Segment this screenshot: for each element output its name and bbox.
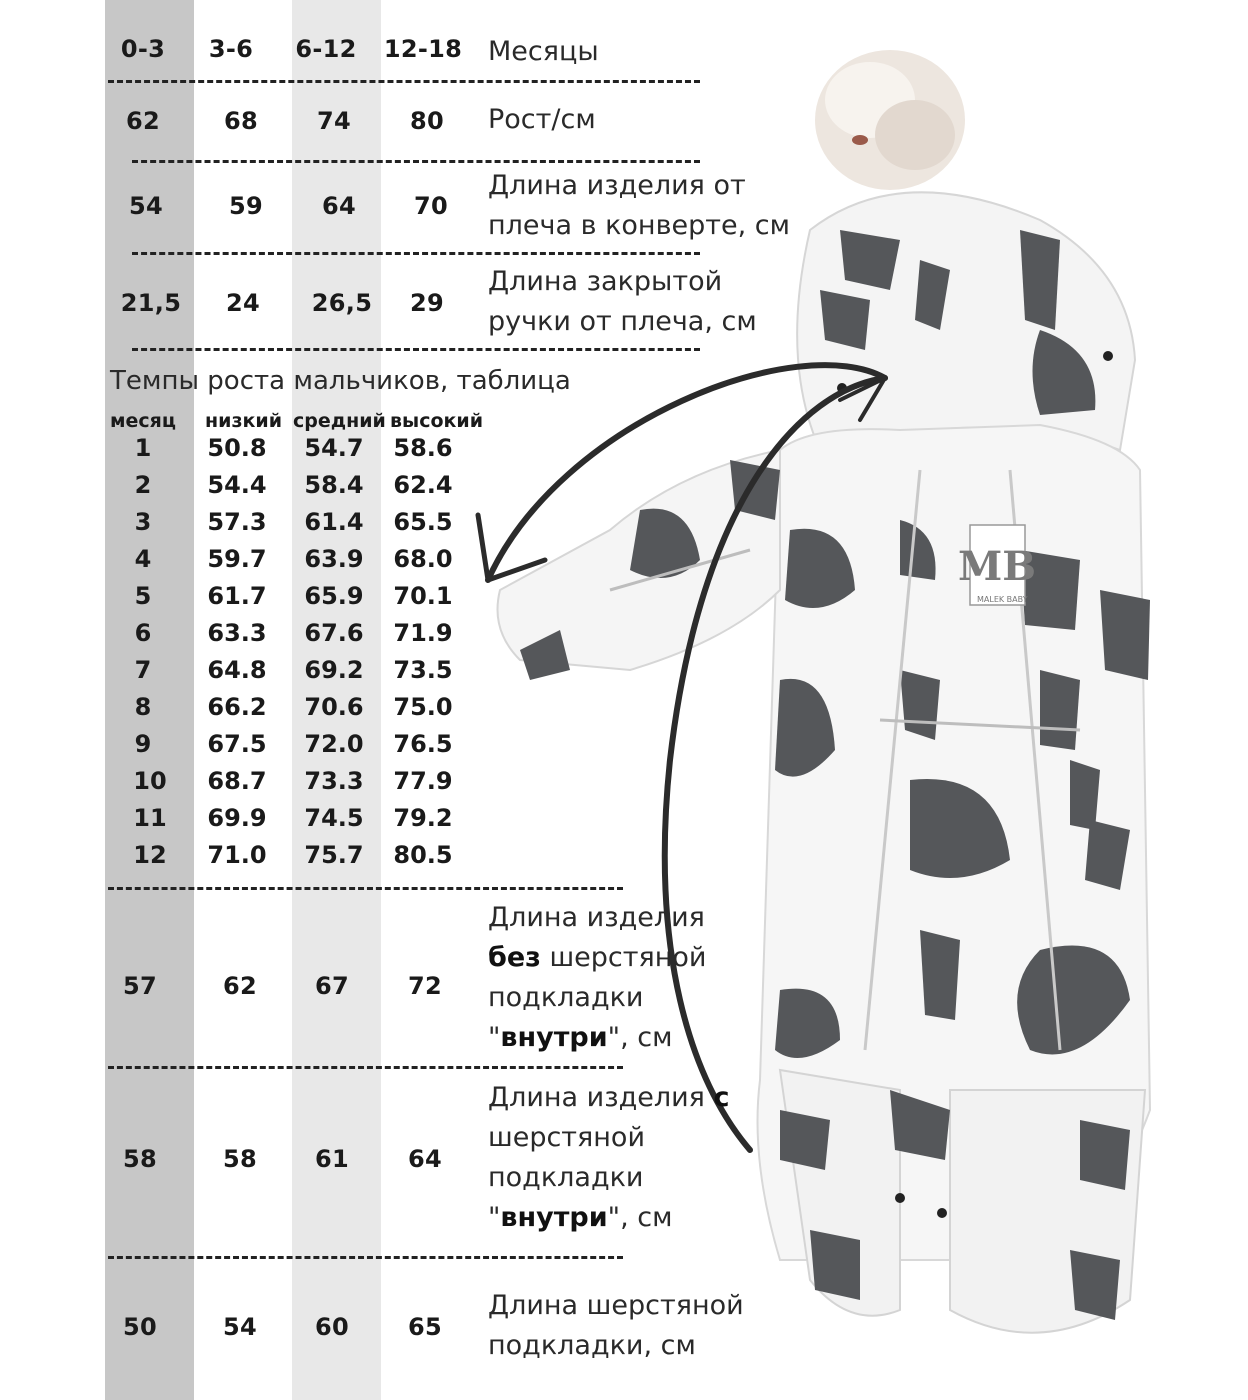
with-lining-label-line3: подкладки: [488, 1162, 644, 1193]
growth-cell: 63.3: [207, 619, 267, 647]
growth-cell: 74.5: [304, 804, 364, 832]
size-col-3-6: 3-6: [208, 35, 254, 63]
envelope-len-0-3: 54: [129, 192, 163, 220]
growth-header-high: высокий: [390, 410, 484, 432]
sleeve-len-3-6: 24: [226, 289, 260, 317]
growth-cell: 11: [133, 804, 167, 832]
no-lining-label-line3: подкладки: [488, 982, 644, 1013]
growth-cell: 10: [133, 767, 167, 795]
size-col-0-3: 0-3: [120, 35, 166, 63]
growth-cell: 73.3: [304, 767, 364, 795]
growth-cell: 7: [134, 656, 152, 684]
growth-cell: 50.8: [207, 434, 267, 462]
growth-table-title: Темпы роста мальчиков, таблица: [110, 366, 571, 396]
lining-len-6-12: 60: [315, 1313, 349, 1341]
sleeve-len-0-3: 21,5: [120, 289, 182, 317]
lining-len-0-3: 50: [123, 1313, 157, 1341]
no-lining-len-12-18: 72: [408, 972, 442, 1000]
lining-len-12-18: 65: [408, 1313, 442, 1341]
growth-cell: 1: [134, 434, 152, 462]
growth-cell: 75.7: [304, 841, 364, 869]
growth-cell: 79.2: [393, 804, 453, 832]
growth-cell: 2: [134, 471, 152, 499]
growth-cell: 9: [134, 730, 152, 758]
envelope-len-6-12: 64: [322, 192, 356, 220]
with-lining-len-3-6: 58: [223, 1145, 257, 1173]
growth-cell: 72.0: [304, 730, 364, 758]
growth-cell: 58.4: [304, 471, 364, 499]
no-lining-len-3-6: 62: [223, 972, 257, 1000]
growth-cell: 59.7: [207, 545, 267, 573]
height-3-6: 68: [224, 107, 258, 135]
sleeve-len-label-line1: Длина закрытой: [488, 266, 723, 297]
fur-pompom-icon: [815, 50, 965, 190]
growth-cell: 6: [134, 619, 152, 647]
svg-text:MALEK BABY: MALEK BABY: [977, 595, 1028, 604]
with-lining-label-line4: "внутри", см: [488, 1202, 673, 1233]
no-lining-label-line4: "внутри", см: [488, 1022, 673, 1053]
with-lining-len-12-18: 64: [408, 1145, 442, 1173]
no-lining-label-line1: Длина изделия: [488, 902, 705, 933]
lining-len-label-line1: Длина шерстяной: [488, 1290, 744, 1321]
height-0-3: 62: [126, 107, 160, 135]
divider: [132, 160, 700, 163]
growth-cell: 69.2: [304, 656, 364, 684]
with-lining-len-6-12: 61: [315, 1145, 349, 1173]
envelope-len-label-line2: плеча в конверте, см: [488, 210, 790, 241]
divider: [108, 80, 700, 83]
growth-cell: 77.9: [393, 767, 453, 795]
growth-cell: 73.5: [393, 656, 453, 684]
brand-logo-icon: [958, 525, 1036, 605]
growth-cell: 62.4: [393, 471, 453, 499]
growth-cell: 57.3: [207, 508, 267, 536]
with-lining-label-line2: шерстяной: [488, 1122, 645, 1153]
with-lining-len-0-3: 58: [123, 1145, 157, 1173]
no-lining-label-line2: без шерстяной: [488, 942, 707, 973]
growth-cell: 63.9: [304, 545, 364, 573]
growth-cell: 67.6: [304, 619, 364, 647]
no-lining-len-6-12: 67: [315, 972, 349, 1000]
with-lining-label-line1: Длина изделия с: [488, 1082, 730, 1113]
divider: [108, 1066, 623, 1069]
height-12-18: 80: [410, 107, 444, 135]
growth-header-mid: средний: [293, 410, 386, 432]
lining-len-label-line2: подкладки, см: [488, 1330, 696, 1361]
growth-header-low: низкий: [205, 410, 283, 432]
growth-cell: 65.5: [393, 508, 453, 536]
no-lining-len-0-3: 57: [123, 972, 157, 1000]
sleeve-len-12-18: 29: [410, 289, 444, 317]
divider: [108, 1256, 623, 1259]
growth-header-month: месяц: [110, 410, 176, 432]
growth-cell: 67.5: [207, 730, 267, 758]
growth-cell: 66.2: [207, 693, 267, 721]
growth-cell: 8: [134, 693, 152, 721]
divider: [132, 252, 700, 255]
height-label: Рост/см: [488, 104, 596, 135]
envelope-len-3-6: 59: [229, 192, 263, 220]
months-label: Месяцы: [488, 36, 599, 67]
divider: [132, 348, 700, 351]
growth-cell: 71.0: [207, 841, 267, 869]
growth-cell: 64.8: [207, 656, 267, 684]
growth-cell: 54.4: [207, 471, 267, 499]
growth-cell: 68.0: [393, 545, 453, 573]
envelope-len-label-line1: Длина изделия от: [488, 170, 746, 201]
size-col-6-12: 6-12: [295, 35, 357, 63]
growth-cell: 69.9: [207, 804, 267, 832]
growth-cell: 61.4: [304, 508, 364, 536]
growth-cell: 80.5: [393, 841, 453, 869]
growth-cell: 54.7: [304, 434, 364, 462]
growth-cell: 12: [133, 841, 167, 869]
height-6-12: 74: [317, 107, 351, 135]
growth-cell: 70.1: [393, 582, 453, 610]
envelope-len-12-18: 70: [414, 192, 448, 220]
growth-cell: 65.9: [304, 582, 364, 610]
growth-cell: 68.7: [207, 767, 267, 795]
divider: [108, 887, 623, 890]
growth-cell: 58.6: [393, 434, 453, 462]
growth-cell: 75.0: [393, 693, 453, 721]
growth-cell: 3: [134, 508, 152, 536]
svg-text:MB: MB: [957, 543, 1037, 590]
lining-len-3-6: 54: [223, 1313, 257, 1341]
growth-cell: 5: [134, 582, 152, 610]
sleeve-len-6-12: 26,5: [311, 289, 373, 317]
growth-cell: 70.6: [304, 693, 364, 721]
growth-cell: 4: [134, 545, 152, 573]
growth-cell: 71.9: [393, 619, 453, 647]
growth-cell: 76.5: [393, 730, 453, 758]
sleeve-len-label-line2: ручки от плеча, см: [488, 306, 757, 337]
growth-cell: 61.7: [207, 582, 267, 610]
size-col-12-18: 12-18: [383, 35, 463, 63]
